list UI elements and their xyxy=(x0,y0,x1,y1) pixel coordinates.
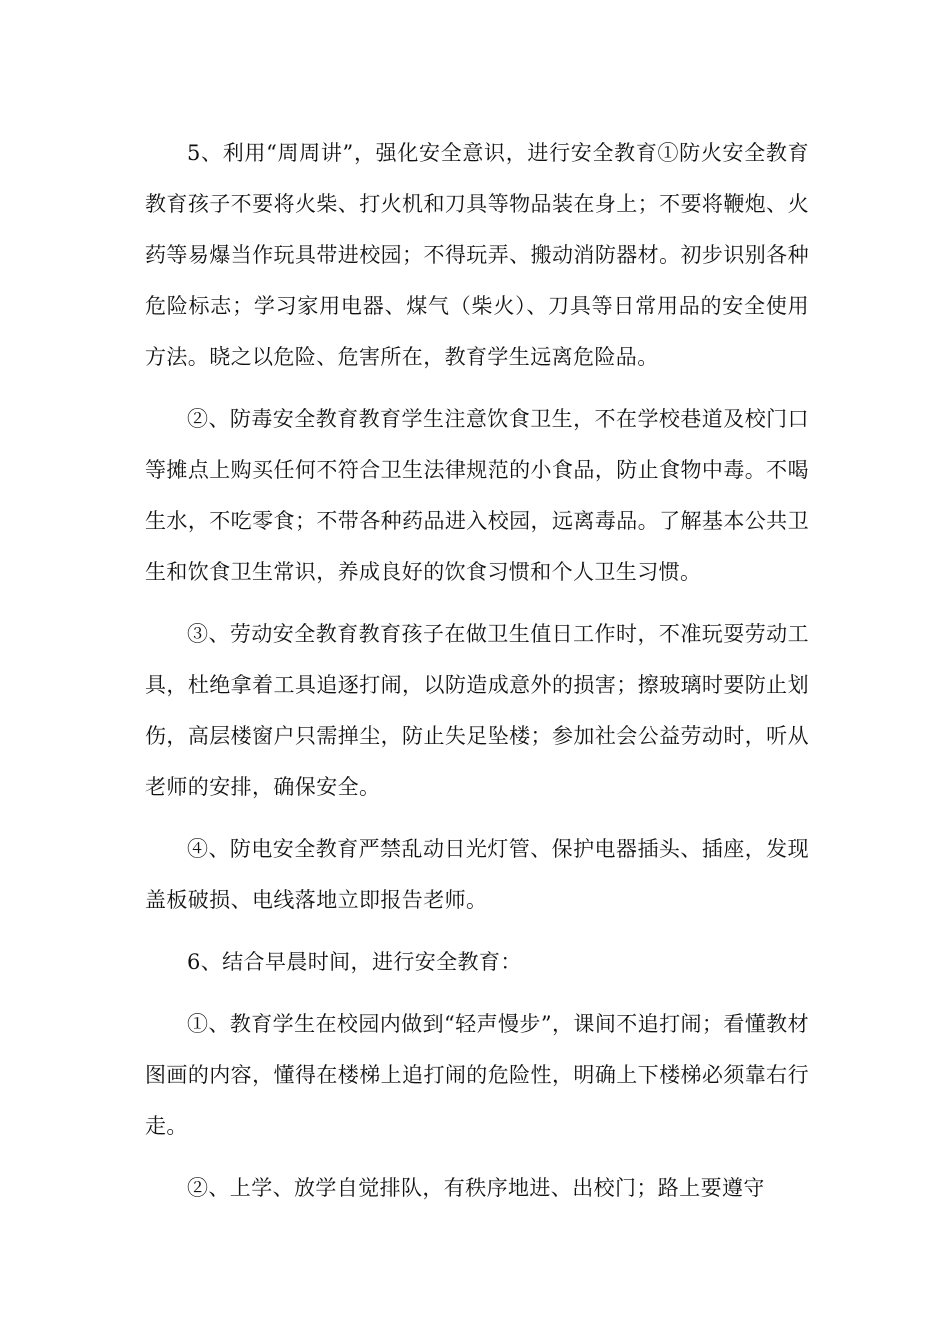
paragraph-morning-heading: 6、结合早晨时间，进行安全教育： xyxy=(187,950,522,974)
paragraph-labor-safety: ③、劳动安全教育教育孩子在做卫生值日工作时，不准玩耍劳动工具，杜绝拿着工具追逐打闹，以防造成意外的损害；擦玻璃时要防止划伤，高层楼窗户只需掸尘，防止失足坠楼；参加社会公益劳动时，听从老师的安排，确保安全。 xyxy=(145,622,809,799)
paragraph-stairs-safety: ①、教育学生在校园内做到“轻声慢步”，课间不追打闹；看懂教材图画的内容，懂得在楼梯上追打闹的危险性，明确上下楼梯必须靠右行走。 xyxy=(145,1012,809,1138)
paragraph-queue-safety: ②、上学、放学自觉排队，有秩序地进、出校门；路上要遵守 xyxy=(187,1176,765,1200)
paragraph-electric-safety: ④、防电安全教育严禁乱动日光灯管、保护电器插头、插座，发现盖板破损、电线落地立即报告老师。 xyxy=(145,837,809,912)
document-body xyxy=(145,128,809,1225)
paragraph-poison-safety: ②、防毒安全教育教育学生注意饮食卫生，不在学校巷道及校门口等摊点上购买任何不符合卫生法律规范的小食品，防止食物中毒。不喝生水，不吃零食；不带各种药品进入校园，远离毒品。了解基本公共卫生和饮食卫生常识，养成良好的饮食习惯和个人卫生习惯。 xyxy=(145,407,809,584)
paragraph-fire-safety: 5、利用“周周讲”，强化安全意识，进行安全教育①防火安全教育教育孩子不要将火柴、打火机和刀具等物品装在身上；不要将鞭炮、火药等易爆当作玩具带进校园；不得玩弄、搬动消防器材。初步识别各种危险标志；学习家用电器、煤气（柴火）、刀具等日常用品的安全使用方法。晓之以危险、危害所在，教育学生远离危险品。 xyxy=(145,141,809,369)
